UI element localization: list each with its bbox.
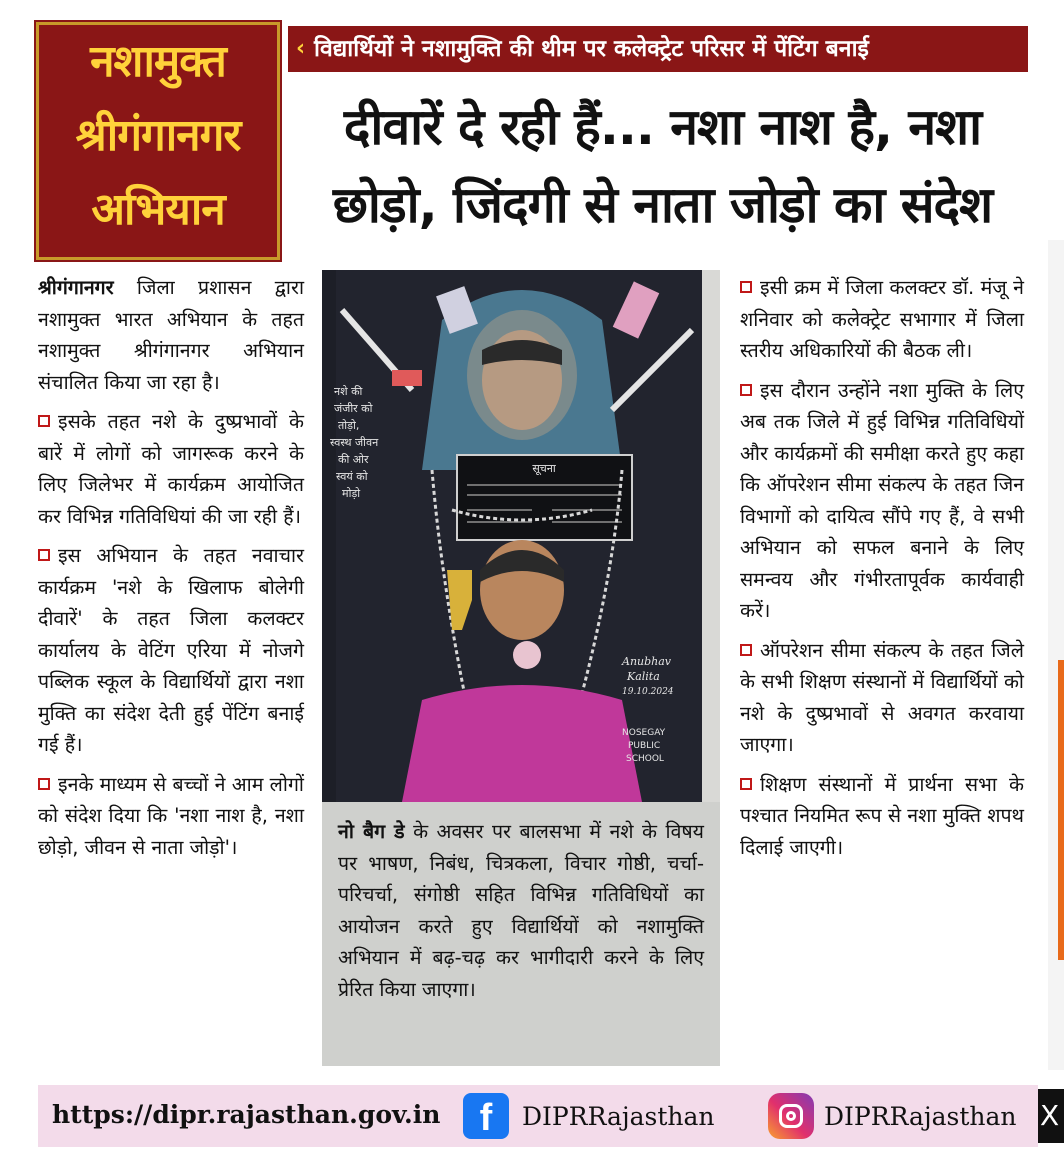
- caption-lead: नो बैग डे: [338, 820, 405, 843]
- left-paragraph-1: [38, 272, 304, 398]
- painting-side-text-6: स्वयं को: [336, 470, 368, 483]
- left-paragraph-4-text: इनके माध्यम से बच्चों ने आम लोगों को संदेश दिया कि 'नशा नाश है, नशा छोड़ो, जीवन से नाता जोड़ो'।: [38, 772, 304, 859]
- chevron-icon: ‹: [296, 36, 306, 61]
- school-line-1: NOSEGAY: [622, 728, 666, 738]
- left-paragraph-3-text: इस अभियान के तहत नवाचार कार्यक्रम 'नशे के खिलाफ बोलेगी दीवारें' के तहत जिला कलक्टर कार्यालय के वेटिंग एरिया में नोजगे पब्लिक स्कूल के विद्यार्थियों द्वारा नशा मुक्ति का संदेश देती हुई पेंटिंग बनाई गई हैं।: [38, 544, 304, 756]
- painting-side-text-3: तोड़ो,: [338, 419, 360, 432]
- x-twitter-icon[interactable]: X: [1038, 1089, 1064, 1143]
- left-paragraph-3: [38, 540, 304, 761]
- painting-side-text-2: जंजीर को: [334, 402, 373, 415]
- caption-text: के अवसर पर बालसभा में नशे के विषय पर भाषण, निबंध, चित्रकला, विचार गोष्ठी, चर्चा-परिचर्चा, संगोष्ठी सहित विभिन्न गतिविधियों का आयोजन करते हुए विद्यार्थियों को नशामुक्ति अभियान में बढ़-चढ़ कर भागीदारी करने के लिए प्रेरित किया जाएगा।: [338, 820, 704, 1001]
- bullet-square-icon: [740, 644, 752, 656]
- campaign-line-2: श्रीगंगानगर: [75, 110, 241, 161]
- caption-box: [322, 802, 720, 1066]
- footer-bar: [38, 1085, 1060, 1147]
- bullet-square-icon: [740, 778, 752, 790]
- right-paragraph-3: [740, 635, 1024, 761]
- headline-line-1: दीवारें दे रही हैं... नशा नाश है, नशा: [343, 98, 982, 156]
- facebook-icon[interactable]: f: [463, 1093, 509, 1139]
- right-paragraph-2: [740, 375, 1024, 627]
- website-link[interactable]: https://dipr.rajasthan.gov.in: [52, 1100, 441, 1129]
- painting-photo: [322, 270, 720, 802]
- painting-illustration: [322, 270, 720, 802]
- left-paragraph-2-text: इसके तहत नशे के दुष्प्रभावों के बारें में लोगों को जागरूक करने के लिए जिलेभर में कार्यक्रम आयोजित कर विभिन्न गतिविधियां की जा रही हैं।: [38, 410, 304, 528]
- headline: [290, 88, 1035, 244]
- right-paragraph-4: [740, 769, 1024, 864]
- bullet-square-icon: [38, 549, 50, 561]
- right-column: [740, 272, 1024, 871]
- subheading-banner: [288, 26, 1028, 72]
- right-paragraph-1: [740, 272, 1024, 367]
- adjacent-page-edge: [1048, 240, 1064, 1070]
- campaign-line-3: अभियान: [91, 184, 225, 235]
- left-paragraph-2: [38, 406, 304, 532]
- campaign-line-1: नशामुक्त: [90, 36, 226, 87]
- subheading-text: विद्यार्थियों ने नशामुक्ति की थीम पर कलेक्ट्रेट परिसर में पेंटिंग बनाई: [314, 36, 869, 62]
- bullet-square-icon: [38, 415, 50, 427]
- right-paragraph-1-text: इसी क्रम में जिला कलक्टर डॉ. मंजू ने शनिवार को कलेक्ट्रेट सभागार में जिला स्तरीय अधिकारियों की बैठक ली।: [740, 276, 1024, 362]
- painting-side-text-1: नशे की: [334, 385, 363, 398]
- right-paragraph-4-text: शिक्षण संस्थानों में प्रार्थना सभा के पश्चात नियमित रूप से नशा मुक्ति शपथ दिलाई जाएगी।: [740, 772, 1024, 859]
- dateline: श्रीगंगानगर: [38, 276, 114, 299]
- school-line-3: SCHOOL: [626, 754, 664, 764]
- right-paragraph-3-text: ऑपरेशन सीमा संकल्प के तहत जिले के सभी शिक्षण संस्थानों में विद्यार्थियों को नशे के दुष्प्रभावों से अवगत करवाया जाएगा।: [740, 638, 1024, 756]
- facebook-handle[interactable]: DIPRRajasthan: [522, 1102, 715, 1131]
- headline-line-2: छोड़ो, जिंदगी से नाता जोड़ो का संदेश: [332, 176, 993, 234]
- bullet-square-icon: [740, 281, 752, 293]
- signature-date: 19.10.2024: [622, 687, 674, 697]
- left-paragraph-1-text: जिला प्रशासन द्वारा नशामुक्त भारत अभियान के तहत नशामुक्त श्रीगंगानगर अभियान संचालित किया जा रहा है।: [38, 276, 304, 394]
- painting-side-text-4: स्वस्थ जीवन: [330, 436, 379, 449]
- left-paragraph-4: [38, 769, 304, 864]
- instagram-handle[interactable]: DIPRRajasthan: [824, 1102, 1017, 1131]
- school-line-2: PUBLIC: [628, 741, 661, 751]
- bullet-square-icon: [740, 384, 752, 396]
- instagram-icon[interactable]: [768, 1093, 814, 1139]
- left-column: [38, 272, 304, 871]
- notice-title: सूचना: [532, 462, 556, 475]
- painting-side-text-7: मोड़ो: [342, 487, 361, 500]
- right-paragraph-2-text: इस दौरान उन्होंने नशा मुक्ति के लिए अब तक जिले में हुई विभिन्न गतिविधियों और कार्यक्रमों की समीक्षा करते हुए कहा कि ऑपरेशन सीमा संकल्प के तहत जिन विभागों को दायित्व सौंपे गए हैं, वे सभी अभियान को सफल बनाने के लिए समन्वय और गंभीरतापूर्वक कार्यवाही करें।: [740, 378, 1024, 622]
- adjacent-page-stripe: [1058, 660, 1064, 960]
- painting-side-text-5: की ओर: [338, 453, 369, 466]
- bullet-square-icon: [38, 778, 50, 790]
- campaign-box: [36, 22, 280, 260]
- signature-line-1: Anubhav: [622, 655, 672, 668]
- signature-line-2: Kalita: [627, 670, 660, 683]
